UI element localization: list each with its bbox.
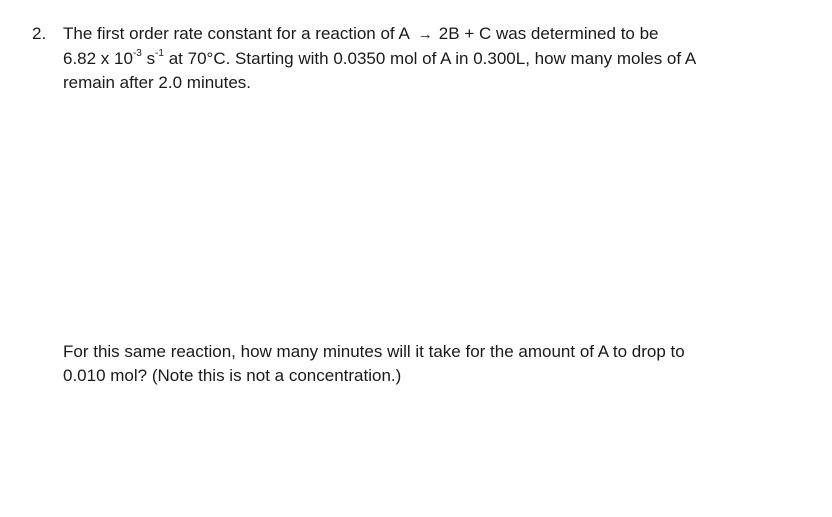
question-line-1-start: The first order rate constant for a reaction of A	[63, 24, 410, 43]
reaction-arrow-icon: →	[417, 26, 433, 43]
question-text	[63, 22, 803, 95]
question-line-2	[63, 47, 803, 71]
question-line-1	[63, 22, 803, 47]
rate-constant-unit-exponent: -1	[155, 48, 164, 60]
question-line-3: remain after 2.0 minutes.	[63, 73, 252, 92]
part-b-line-2: 0.010 mol? (Note this is not a concentration.)	[63, 366, 402, 385]
question-number: 2.	[32, 24, 47, 43]
rate-constant-coefficient: 6.82 x 10	[63, 49, 133, 68]
part-b-line-1: For this same reaction, how many minutes will it take for the amount of A to drop to	[63, 342, 685, 361]
question-part-b	[63, 340, 803, 388]
question-line-2-rest: at 70°C. Starting with 0.0350 mol of A in 0.300L, how many moles of A	[164, 49, 697, 68]
rate-constant-exponent: -3	[132, 48, 142, 60]
question-line-1-end: 2B + C was determined to be	[438, 24, 659, 43]
rate-constant-unit: s	[141, 49, 156, 68]
